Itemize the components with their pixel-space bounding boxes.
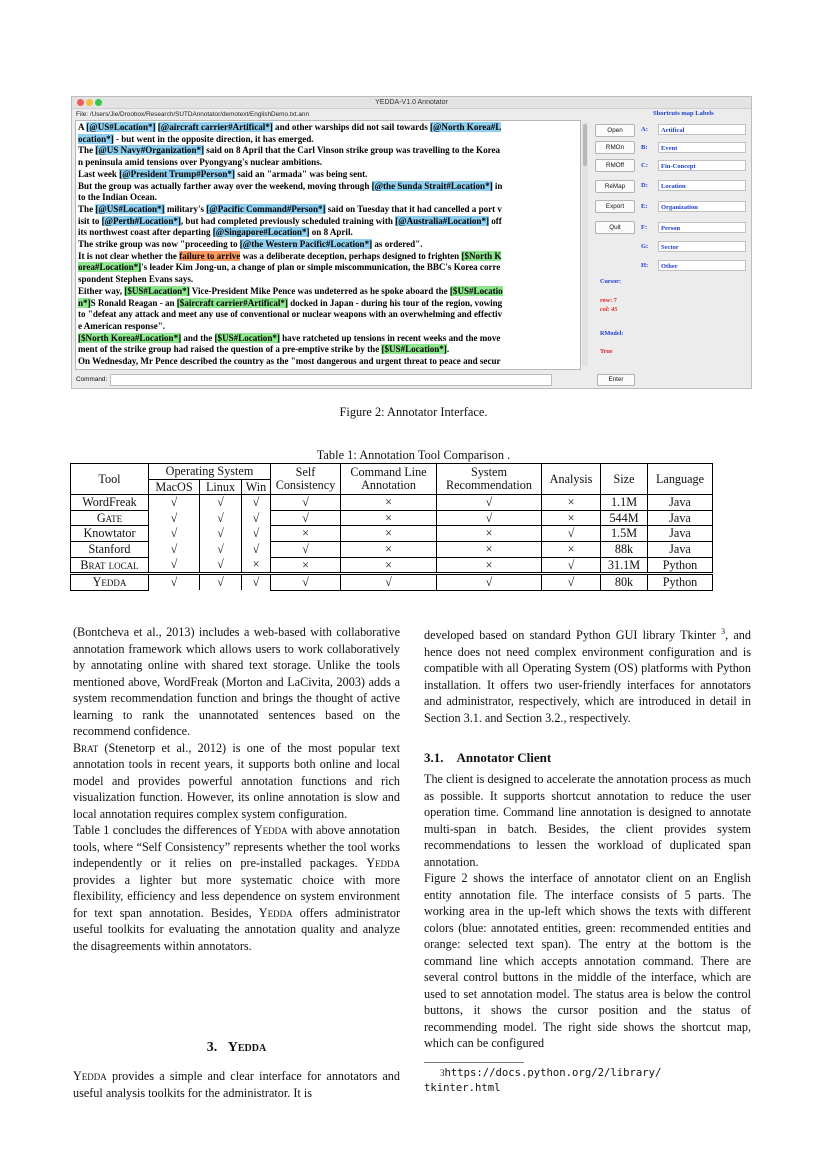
table-cell: × xyxy=(341,541,437,557)
footnote: $^3$https://docs.python.org/2/library/ tkinter.html xyxy=(424,1067,662,1094)
table-cell: √ xyxy=(542,557,601,574)
recommended-entity[interactable]: [$North K xyxy=(461,250,502,261)
rmodel-label: RModel: xyxy=(600,330,624,337)
editor-text-run[interactable]: its northwest coast after departing xyxy=(78,227,213,238)
shortcut-key: E: xyxy=(641,203,648,210)
table-cell: 80k xyxy=(601,574,648,591)
annotated-entity[interactable]: [@US#Location*] xyxy=(95,203,165,214)
table-cell: √ xyxy=(341,574,437,591)
tool-name: Brat local xyxy=(71,557,149,574)
editor-text-run[interactable]: On Wednesday, Mr Pence described the country as the "most dangerous and urgent threat to peace and secur xyxy=(78,356,501,367)
editor-line[interactable] xyxy=(78,286,578,298)
tool-name: Knowtator xyxy=(71,526,149,542)
editor-text-run[interactable]: have ratcheted up tensions in recent weeks and the move xyxy=(279,332,501,343)
paragraph: developed based on standard Python GUI library Tkinter $^3$, and hence does not need complex environment configuration and is compatible with all Operating System (OS) platforms with Python installation. It offers two user-friendly interfaces for annotators and administrator, respectively, which are introduced in detail in Section 3.1. and Section 3.2., respectively. xyxy=(424,627,751,725)
right-column xyxy=(424,624,751,726)
cursor-label: Cursor: xyxy=(600,278,621,285)
shortcut-key: F: xyxy=(641,224,648,231)
shortcut-key: C: xyxy=(641,162,648,169)
paragraph: The client is designed to accelerate the annotation process as much as possible. It supports shortcut annotation to reduce the user operation time. Command line annotation is designed to annotate multi-span in batch. Besides, the client provides system recommendations to lessen the workload of duplicated span annotation. xyxy=(424,772,751,869)
editor-text-run[interactable]: military's xyxy=(164,203,207,214)
table-cell: √ xyxy=(149,510,200,526)
editor-text-run[interactable]: Vice-President Mike Pence was undeterred as he spoke aboard the xyxy=(189,285,450,296)
annotated-entity[interactable]: [@US Navy#Organization*] xyxy=(95,145,205,156)
header-analysis: Analysis xyxy=(542,464,601,495)
table-cell: √ xyxy=(242,574,271,591)
table-cell: Python xyxy=(648,557,713,574)
header-os: Operating System xyxy=(149,464,271,480)
table-cell: × xyxy=(542,495,601,511)
header-linux: Linux xyxy=(200,479,242,495)
editor-text-run[interactable]: and the xyxy=(181,332,215,343)
table-row xyxy=(71,510,713,526)
recommended-entity[interactable]: [$aircraft carrier#Artifical*] xyxy=(176,297,288,308)
editor-text-run[interactable]: 's leader Kim Jong-un, a change of plan or simple miscommunication, the BBC's Korea corre xyxy=(141,262,501,273)
editor-text[interactable] xyxy=(76,121,580,369)
table-cell: √ xyxy=(271,574,341,591)
paragraph: Yedda provides a simple and clear interface for annotators and useful analysis toolkits for the administrator. It is xyxy=(73,1069,400,1100)
table-cell: × xyxy=(437,541,542,557)
shortcut-label-field[interactable]: Other xyxy=(658,260,746,271)
paragraph: Brat (Stenetorp et al., 2012) is one of the most popular text annotation tools in recent years, it supports both online and local model and provides powerful annotation functions and rich visualization function. However, its online annotation is slow and local annotation requires complex system configuration. xyxy=(73,740,400,821)
tool-name: Gate xyxy=(71,510,149,526)
editor-text-run[interactable]: said on 8 April that the Carl Vinson strike group was travelling to the Korea xyxy=(204,145,500,156)
shortcut-key: G: xyxy=(641,243,649,250)
table-cell: √ xyxy=(200,557,242,574)
table-cell: √ xyxy=(149,557,200,574)
remap-button[interactable]: ReMap xyxy=(595,180,635,193)
cursor-row: row: 7 xyxy=(600,297,617,304)
table-cell: Java xyxy=(648,495,713,511)
editor-line[interactable] xyxy=(78,356,578,368)
table-cell: √ xyxy=(149,526,200,542)
annotated-entity[interactable]: [@aircraft carrier#Artifical*] xyxy=(157,122,273,132)
editor-text-run[interactable]: Last week xyxy=(78,168,120,179)
footnote-link[interactable]: https://docs.python.org/2/library/ xyxy=(444,1067,662,1079)
header-command-line: Command Line Annotation xyxy=(341,464,437,495)
export-button[interactable]: Export xyxy=(595,200,635,213)
editor-text-run[interactable]: But the group was actually farther away over the weekend, moving through xyxy=(78,180,372,191)
table-cell: √ xyxy=(437,574,542,591)
table-cell: √ xyxy=(437,510,542,526)
rmon-button[interactable]: RMOn xyxy=(595,141,635,154)
recommended-entity[interactable]: [$US#Location*] xyxy=(124,285,190,296)
table-cell: √ xyxy=(200,495,242,511)
table-cell: √ xyxy=(200,541,242,557)
editor-line[interactable] xyxy=(78,262,578,274)
editor-text-run[interactable]: said on Tuesday that it had cancelled a port v xyxy=(325,203,502,214)
recommended-entity[interactable]: [$US#Location*] xyxy=(381,344,447,355)
enter-button[interactable]: Enter xyxy=(597,374,635,386)
subsection-heading: 3.1. Annotator Client xyxy=(424,750,552,765)
shortcut-key: H: xyxy=(641,262,649,269)
shortcut-label-field[interactable]: Artifical xyxy=(658,124,746,135)
table-cell: √ xyxy=(437,495,542,511)
editor-text-run[interactable]: S Ronald Reagan - an xyxy=(90,297,177,308)
table-cell: √ xyxy=(271,510,341,526)
table-cell: × xyxy=(341,526,437,542)
annotated-entity[interactable]: [@Australia#Location*] xyxy=(395,215,489,226)
rmodel-value: True xyxy=(600,348,613,355)
table-row xyxy=(71,557,713,574)
selected-span[interactable]: failure to arrive xyxy=(179,250,241,261)
table-cell: × xyxy=(542,541,601,557)
annotated-entity[interactable]: [@Perth#Location*] xyxy=(101,215,181,226)
cursor-col: col: 45 xyxy=(600,306,618,313)
editor-text-run[interactable]: on 8 April. xyxy=(309,227,353,238)
editor-text-run[interactable]: off xyxy=(489,215,502,226)
editor-text-run[interactable]: was a deliberate deception, perhaps designed to frighten xyxy=(240,250,462,261)
editor-line[interactable] xyxy=(78,134,578,146)
right-column-body xyxy=(424,771,751,1052)
editor-text-run[interactable]: - but went in the opposite direction, it has emerged. xyxy=(113,133,314,144)
editor-text-run[interactable]: spondent Stephen Evans says. xyxy=(78,274,194,285)
editor-text-run[interactable]: A xyxy=(78,122,87,132)
table-cell: √ xyxy=(200,574,242,591)
editor-line[interactable] xyxy=(78,169,578,181)
paragraph: (Bontcheva et al., 2013) includes a web-based with collaborative annotation framework which allows users to work collaboratively by annotating online with shared text storage. Unlike the tools mentioned above, WordFreak (Morton and LaCivita, 2003) adds a system recommendation function and brings the thought of active learning to rank the unannotated sentences based on the recommend confidence. xyxy=(73,625,400,738)
table-cell: √ xyxy=(271,495,341,511)
table-cell: √ xyxy=(242,526,271,542)
table-cell: √ xyxy=(200,510,242,526)
shortcut-label-field[interactable]: Sector xyxy=(658,241,746,252)
recommended-entity[interactable]: [$US#Location*] xyxy=(214,332,280,343)
shortcut-key: D: xyxy=(641,182,648,189)
editor-line[interactable] xyxy=(78,192,578,204)
editor-text-run[interactable]: to the Indian Ocean. xyxy=(78,192,157,203)
editor-line[interactable] xyxy=(78,204,578,216)
recommended-entity[interactable]: [$North Korea#Location*] xyxy=(78,332,182,343)
table-cell: √ xyxy=(149,541,200,557)
tool-name: Yedda xyxy=(71,574,149,591)
table-cell: × xyxy=(437,526,542,542)
shortcut-label-field[interactable]: Location xyxy=(658,180,746,191)
table-caption: Table 1: Annotation Tool Comparison . xyxy=(316,448,511,462)
shortcut-key: A: xyxy=(641,126,648,133)
editor-line[interactable] xyxy=(78,298,578,310)
table-cell: √ xyxy=(242,495,271,511)
table-row xyxy=(71,526,713,542)
editor-text-run[interactable]: ment of the strike group had raised the question of a pre-emptive strike by the xyxy=(78,344,382,355)
recommended-entity[interactable]: [$US#Locatio xyxy=(449,285,503,296)
tool-name: WordFreak xyxy=(71,495,149,511)
annotated-entity[interactable]: [@the Sunda Strait#Location*] xyxy=(371,180,493,191)
editor-line[interactable] xyxy=(78,333,578,345)
editor-line[interactable] xyxy=(78,181,578,193)
editor-text-run[interactable]: The strike group was now "proceeding to xyxy=(78,239,240,250)
table-cell: √ xyxy=(542,526,601,542)
header-language: Language xyxy=(648,464,713,495)
editor-text-run[interactable]: It is not clear whether the xyxy=(78,250,180,261)
scrollbar-thumb[interactable] xyxy=(583,124,587,166)
editor-text-run[interactable]: n peninsula amid tensions over Pyongyang's nuclear ambitions. xyxy=(78,157,322,168)
rmoff-button[interactable]: RMOff xyxy=(595,159,635,172)
editor-line[interactable] xyxy=(78,309,578,321)
editor-text-run[interactable]: said an "armada" was being sent. xyxy=(234,168,368,179)
table-cell: √ xyxy=(149,495,200,511)
table-cell: 1.1M xyxy=(601,495,648,511)
table-cell: √ xyxy=(242,541,271,557)
command-label: Command: xyxy=(76,376,108,383)
annotated-entity[interactable]: [@US#Location*] xyxy=(86,122,156,132)
table-cell: × xyxy=(542,510,601,526)
editor-line[interactable] xyxy=(78,216,578,228)
command-input[interactable] xyxy=(110,374,552,386)
annotated-entity[interactable]: [@President Trump#Person*] xyxy=(119,168,235,179)
window-title: YEDDA-V1.0 Annotator xyxy=(375,99,448,106)
editor-line[interactable] xyxy=(78,239,578,251)
table-cell: × xyxy=(437,557,542,574)
open-button[interactable]: Open xyxy=(595,124,635,137)
left-column-section3 xyxy=(73,1068,400,1101)
table-cell: × xyxy=(271,557,341,574)
table-row xyxy=(71,574,713,591)
editor-text-run[interactable]: Either way, xyxy=(78,285,125,296)
shortcut-label-field[interactable]: Fin-Concept xyxy=(658,160,746,171)
annotated-entity[interactable]: [@North Korea#L xyxy=(429,122,502,132)
shortcut-label-field[interactable]: Person xyxy=(658,222,746,233)
editor-line[interactable] xyxy=(78,145,578,157)
header-tool: Tool xyxy=(71,464,149,495)
table-cell: × xyxy=(341,557,437,574)
editor-text-run[interactable]: , but had completed previously scheduled training with xyxy=(180,215,396,226)
table-cell: × xyxy=(242,557,271,574)
paragraph: Table 1 concludes the differences of Yedda with above annotation tools, where “Self Consistency” represents whether the tool works independently or it relies on pre-installed packages. Yedda provides a lighter but more systematic choice with more flexibility, efficiency and less dependence on system environment for text span annotation. Besides, Yedda offers administrator useful toolkits for evaluating the annotation quality and analyze the disagreements within annotators. xyxy=(73,823,401,953)
table-cell: 544M xyxy=(601,510,648,526)
table-cell: √ xyxy=(542,574,601,591)
footnote-link-cont[interactable]: tkinter.html xyxy=(424,1082,501,1094)
annotated-entity[interactable]: [@Pacific Command#Person*] xyxy=(206,203,326,214)
editor-line[interactable] xyxy=(78,157,578,169)
quit-button[interactable]: Quit xyxy=(595,221,635,234)
table-cell: Java xyxy=(648,510,713,526)
table-cell: Java xyxy=(648,541,713,557)
section-heading: 3. Yedda xyxy=(206,1040,267,1055)
table-cell: √ xyxy=(149,574,200,591)
table-row xyxy=(71,541,713,557)
table-cell: 31.1M xyxy=(601,557,648,574)
table-cell: Python xyxy=(648,574,713,591)
editor-text-run[interactable]: in xyxy=(492,180,503,191)
editor-text-run[interactable]: . xyxy=(446,344,450,355)
footnote-rule xyxy=(424,1062,524,1063)
editor-line[interactable] xyxy=(78,227,578,239)
editor-text-run[interactable]: as ordered". xyxy=(372,239,423,250)
header-win: Win xyxy=(242,479,271,495)
editor-line[interactable] xyxy=(78,122,578,134)
table-cell: 88k xyxy=(601,541,648,557)
editor-text-run[interactable]: to "defeat any attack and meet any use of conventional or nuclear weapons with an overwhelming and effectiv xyxy=(78,309,503,320)
table-cell: √ xyxy=(242,510,271,526)
annotated-entity[interactable]: [@the Western Pacific#Location*] xyxy=(239,239,373,250)
annotator-screenshot xyxy=(71,96,752,389)
shortcut-label-field[interactable]: Organization xyxy=(658,201,746,212)
table-cell: √ xyxy=(271,541,341,557)
editor-line[interactable] xyxy=(78,344,578,356)
editor-text-run[interactable]: e American response". xyxy=(78,320,166,331)
editor-text-run[interactable]: and other warships did not sail towards xyxy=(272,122,430,132)
shortcut-map-title: Shortcuts map Labels xyxy=(653,110,714,117)
editor-text-run[interactable]: The xyxy=(78,203,96,214)
header-self-consistency: Self Consistency xyxy=(271,464,341,495)
table-cell: Java xyxy=(648,526,713,542)
comparison-table xyxy=(70,463,713,591)
left-column xyxy=(73,624,400,954)
table-cell: × xyxy=(271,526,341,542)
editor-text-run[interactable]: isit to xyxy=(78,215,102,226)
editor-text-run[interactable]: docked in Japan - during his tour of the region, vowing xyxy=(287,297,503,308)
table-cell: × xyxy=(341,510,437,526)
header-macos: MacOS xyxy=(149,479,200,495)
table-cell: × xyxy=(341,495,437,511)
editor-text-run[interactable]: The xyxy=(78,145,96,156)
paragraph: Figure 2 shows the interface of annotator client on an English entity annotation file. The interface consists of 5 parts. The working area in the up-left which shows the texts with different colors (blue: annotated entities, green: recommended entities and orange: selected text span). The entry at the bottom is the command line which accepts annotation command. There are several control buttons in the middle of the interface, which are used to set annotation model. The status area is below the control buttons, it shows the cursor position and the status of recommending model. The right side shows the shortcut map, which can be configured xyxy=(424,871,751,1050)
shortcut-key: B: xyxy=(641,144,648,151)
header-size: Size xyxy=(601,464,648,495)
figure-caption: Figure 2: Annotator Interface. xyxy=(339,405,488,419)
table-cell: √ xyxy=(200,526,242,542)
editor-line[interactable] xyxy=(78,274,578,286)
recommended-entity[interactable]: orea#Location*] xyxy=(78,262,142,273)
editor-line[interactable] xyxy=(78,321,578,333)
table-row xyxy=(71,495,713,511)
recommended-entity[interactable]: n*] xyxy=(78,297,91,308)
editor-line[interactable] xyxy=(78,251,578,263)
text-editor[interactable] xyxy=(75,120,581,370)
tool-name: Stanford xyxy=(71,541,149,557)
shortcut-label-field[interactable]: Event xyxy=(658,142,746,153)
file-path: File: /Users/Jie/Droobox/Research/SUTDAnnotator/demotext/EnglishDemo.txt.ann xyxy=(76,111,310,118)
header-system-recommendation: System Recommendation xyxy=(437,464,542,495)
annotated-entity[interactable]: ocation*] xyxy=(78,133,114,144)
annotated-entity[interactable]: [@Singapore#Location*] xyxy=(212,227,310,238)
table-cell: 1.5M xyxy=(601,526,648,542)
